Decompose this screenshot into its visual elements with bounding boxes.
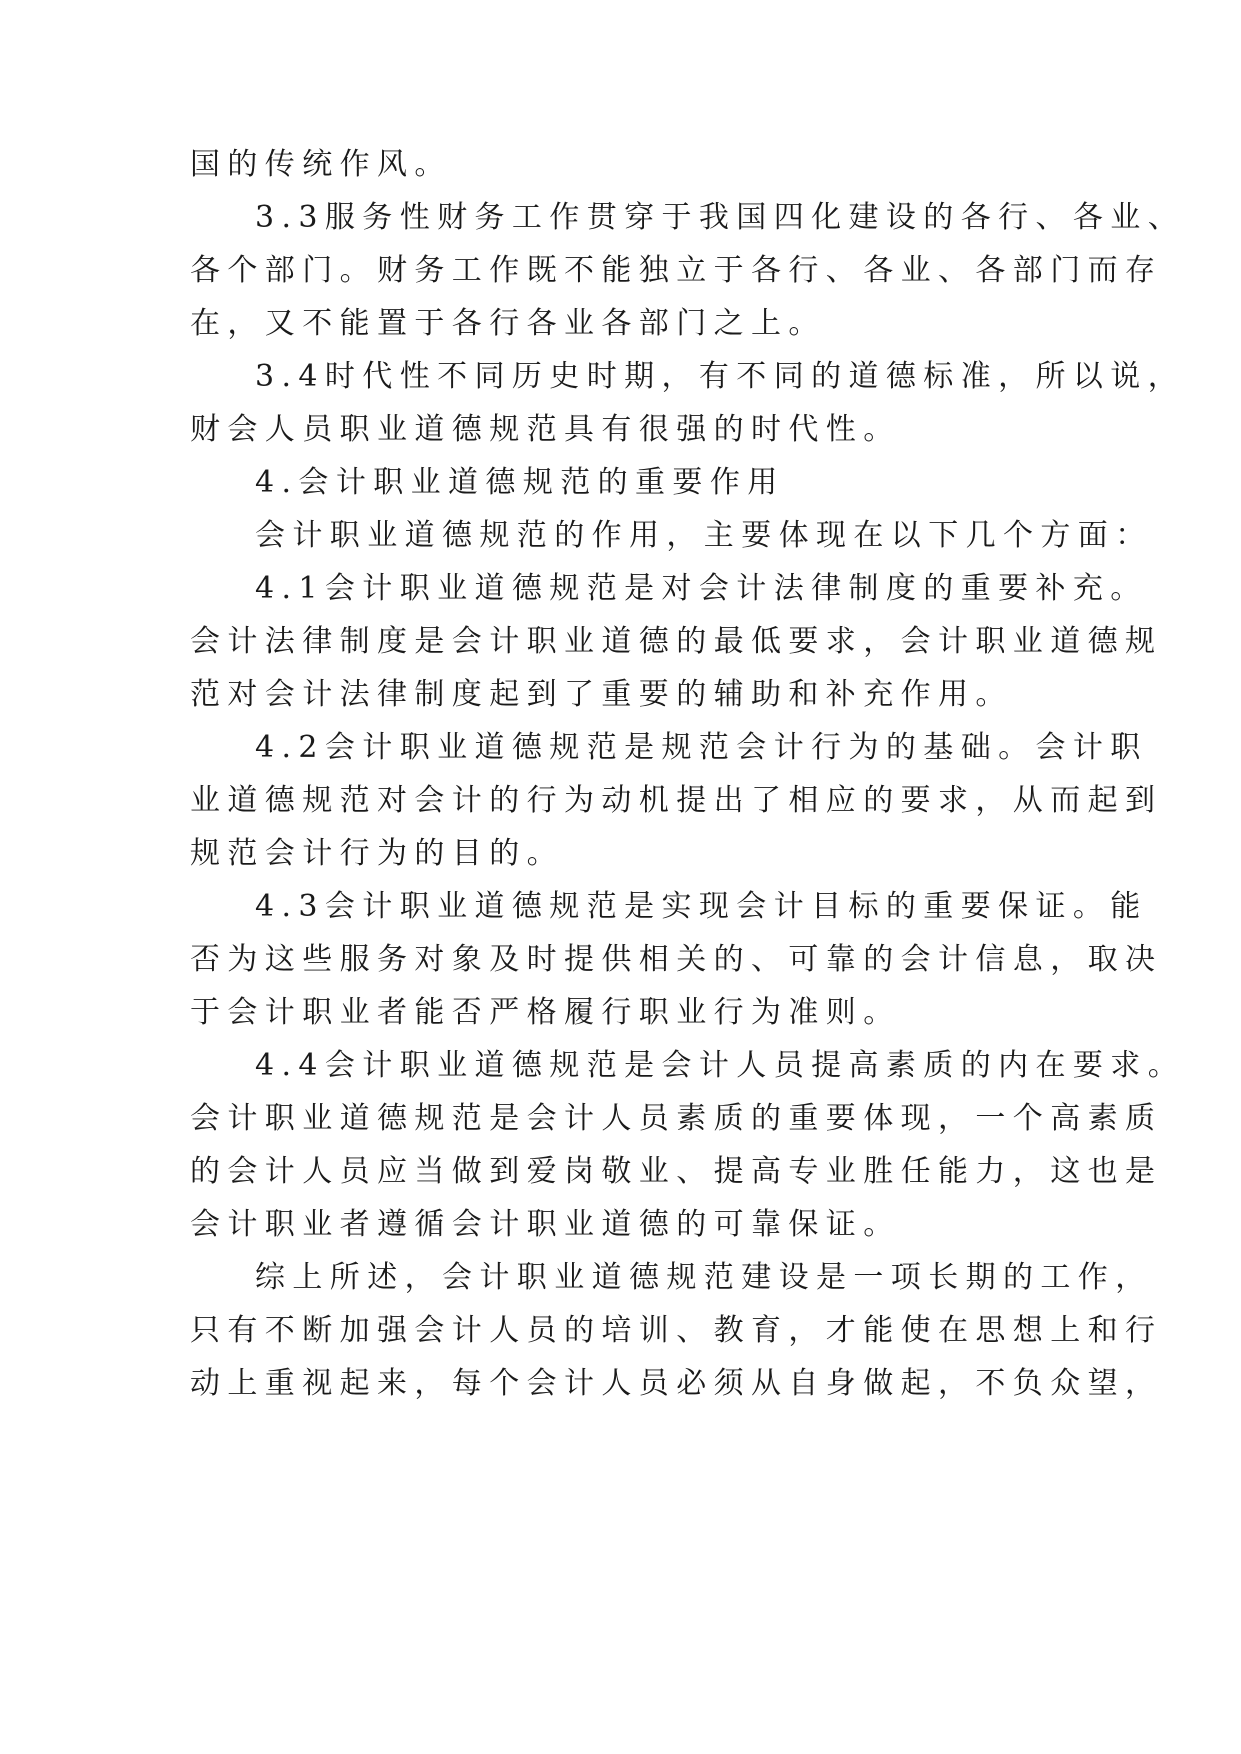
section-4-2-line: 4.2会计职业道德规范是规范会计行为的基础。会计职: [255, 730, 1148, 765]
section-4-3-line: 4.3会计职业道德规范是实现会计目标的重要保证。能: [255, 889, 1148, 924]
text-line: 的会计人员应当做到爱岗敬业、提高专业胜任能力，这也是: [190, 1154, 1163, 1189]
section-4-4-line: 4.4会计职业道德规范是会计人员提高素质的内在要求。: [255, 1048, 1186, 1083]
text-line: 国的传统作风。: [190, 147, 452, 182]
text-line: 会计职业道德规范是会计人员素质的重要体现，一个高素质: [190, 1101, 1163, 1136]
text-line: 于会计职业者能否严格履行职业行为准则。: [190, 995, 901, 1030]
section-3-3-line: 3.3服务性财务工作贯穿于我国四化建设的各行、各业、: [255, 200, 1186, 235]
text-line: 在，又不能置于各行各业各部门之上。: [190, 306, 826, 341]
text-line: 会计职业者遵循会计职业道德的可靠保证。: [190, 1207, 901, 1242]
text-line: 业道德规范对会计的行为动机提出了相应的要求，从而起到: [190, 783, 1163, 818]
text-line: 只有不断加强会计人员的培训、教育，才能使在思想上和行: [190, 1313, 1163, 1348]
section-3-4-line: 3.4时代性不同历史时期，有不同的道德标准，所以说，: [255, 359, 1186, 394]
text-line: 否为这些服务对象及时提供相关的、可靠的会计信息，取决: [190, 942, 1163, 977]
text-line: 规范会计行为的目的。: [190, 836, 564, 871]
text-line: 动上重视起来，每个会计人员必须从自身做起，不负众望，: [190, 1366, 1163, 1401]
text-line: 会计职业道德规范的作用，主要体现在以下几个方面：: [255, 518, 1153, 553]
section-4-heading: 4.会计职业道德规范的重要作用: [255, 465, 785, 500]
text-line: 会计法律制度是会计职业道德的最低要求，会计职业道德规: [190, 624, 1163, 659]
section-4-1-line: 4.1会计职业道德规范是对会计法律制度的重要补充。: [255, 571, 1148, 606]
text-line: 范对会计法律制度起到了重要的辅助和补充作用。: [190, 677, 1013, 712]
conclusion-line: 综上所述，会计职业道德规范建设是一项长期的工作，: [255, 1260, 1153, 1295]
text-line: 财会人员职业道德规范具有很强的时代性。: [190, 412, 901, 447]
text-line: 各个部门。财务工作既不能独立于各行、各业、各部门而存: [190, 253, 1163, 288]
